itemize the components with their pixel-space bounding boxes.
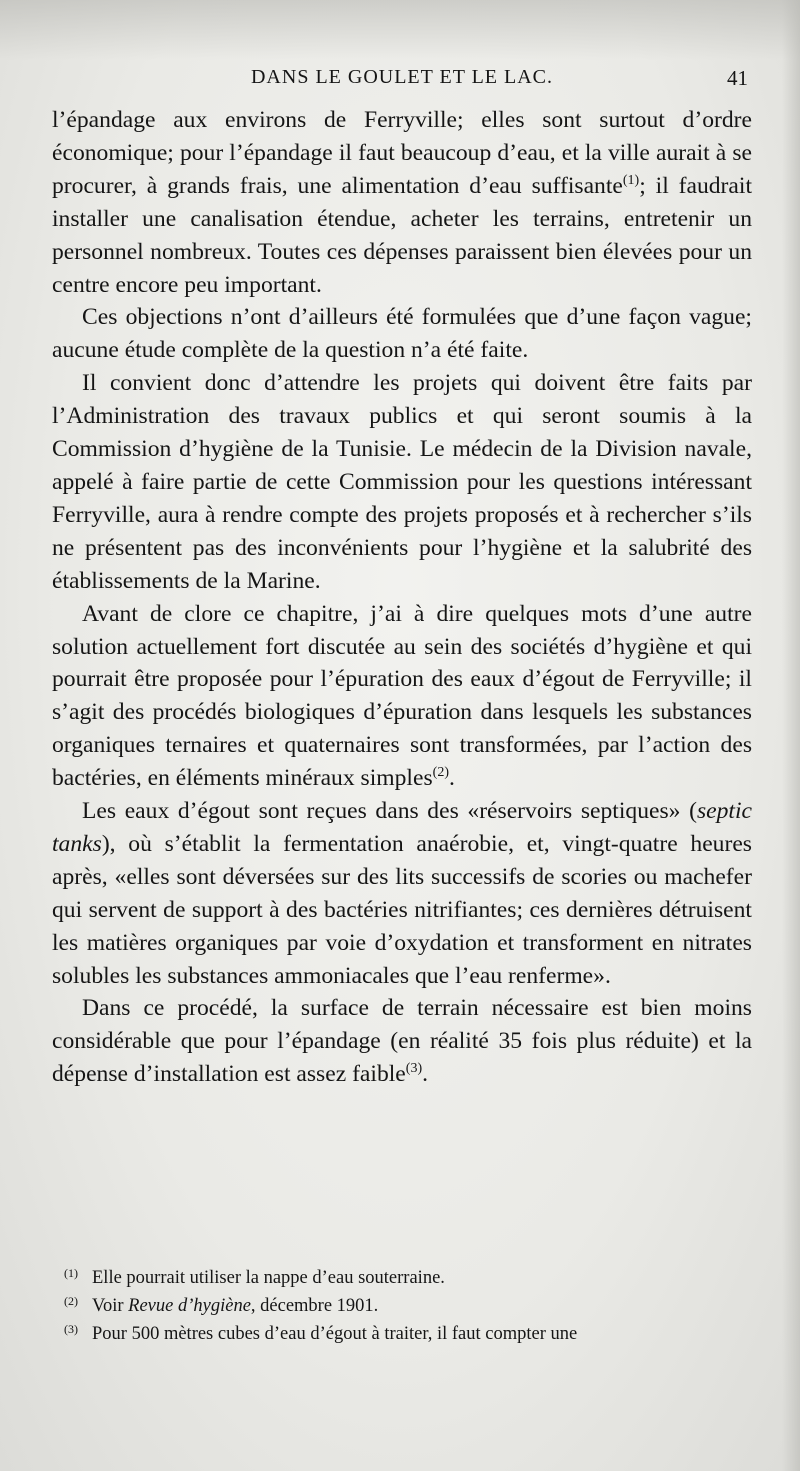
footnote-3: (3) Pour 500 mètres cubes d’eau d’égout à traiter, il faut compter une — [64, 1322, 578, 1344]
paragraph-3: Il convient donc d’attendre les projets qui doivent être faits par l’Administration des travaux publics et qui seront soumis à la Commission d’hygiène de la Tunisie. Le médecin de la Division navale, appelé à faire partie de cette Commission pour les questions intéressant Ferryville, aura à rendre compte des projets proposés et à rechercher s’ils ne présentent pas des inconvénients pour l’hygiène et la salubrité des établissements de la Marine. — [52, 370, 752, 594]
paragraph-1-text-a: l’épandage aux environs de Ferryville; elles sont surtout d’ordre économique; pour l’épandage il faut beaucoup d’eau, et la ville aurait à se procurer, à grands frais, une alimentation d’eau suffisante — [52, 107, 752, 199]
scan-shadow-right — [782, 0, 800, 1471]
page-number: 41 — [727, 66, 748, 90]
footnote-2: (2) Voir Revue d’hygiène, décembre 1901. — [64, 1294, 379, 1316]
paragraph-5-italic: septic tanks — [52, 798, 752, 857]
footnote-ref-2: (2) — [432, 765, 449, 781]
paragraph-5-text-a: Les eaux d’égout sont reçues dans des «réservoirs septiques» ( — [82, 798, 697, 825]
paragraph-4 — [52, 598, 752, 795]
paragraph-4-text-a: Avant de clore ce chapitre, j’ai à dire quelques mots d’une autre solution actuellement fort discutée au sein des sociétés d’hygiène et qui pourrait être proposée pour l’épuration des eaux d’égout de Ferryville; il s’agit des procédés biologiques d’épuration dans lesquels les substances organiques ternaires et quaternaires sont transformées, par l’action des bactéries, en éléments minéraux simples — [52, 600, 752, 792]
footnote-1-text: Elle pourrait utiliser la nappe d’eau souterraine. — [92, 1268, 445, 1288]
paragraph-2: Ces objections n’ont d’ailleurs été formulées que d’une façon vague; aucune étude complète de la question n’a été faite. — [52, 304, 752, 364]
page-header — [52, 58, 752, 98]
paragraph-1 — [52, 104, 752, 301]
footnote-3-text: Pour 500 mètres cubes d’eau d’égout à traiter, il faut compter une — [92, 1324, 578, 1344]
footnote-2-italic: Revue d’hygiène — [128, 1296, 251, 1316]
paragraph-6-text-a: Dans ce procédé, la surface de terrain nécessaire est bien moins considérable que pour l’épandage (en réalité 35 fois plus réduite) et la dépense d’installation est assez faible — [52, 995, 752, 1088]
paragraph-6-text-b: . — [422, 1061, 429, 1088]
footnote-1: (1) Elle pourrait utiliser la nappe d’eau souterraine. — [64, 1266, 445, 1288]
paragraph-6 — [52, 992, 752, 1091]
scan-shadow-top — [0, 0, 800, 60]
footnote-ref-1: (1) — [622, 172, 640, 188]
footnote-ref-3: (3) — [405, 1061, 423, 1077]
paragraph-5-text-b: ), où s’établit la fermentation anaérobie, et, vingt-quatre heures après, «elles sont déversées sur des lits successifs de scories ou machefer qui servent de support à des bactéries nitrifiantes; ces dernières détruisent les matières organiques par voie d’oxydation et transforment en nitrates solubles les substances ammoniacales que l’eau renferme». — [52, 830, 752, 989]
footnote-2-post: , décembre 1901. — [250, 1296, 379, 1316]
footnote-2-pre: Voir — [92, 1296, 129, 1316]
paragraph-1-text-b: ; il faudrait installer une canalisation étendue, acheter les terrains, entretenir un personnel nombreux. Toutes ces dépenses paraissent bien élevées pour un centre encore peu important. — [52, 172, 752, 298]
running-head: DANS LE GOULET ET LE LAC. — [250, 66, 553, 88]
body-text — [52, 104, 752, 1091]
footnotes — [64, 1264, 754, 1348]
paragraph-4-text-b: . — [448, 765, 455, 792]
paragraph-5 — [52, 795, 752, 992]
